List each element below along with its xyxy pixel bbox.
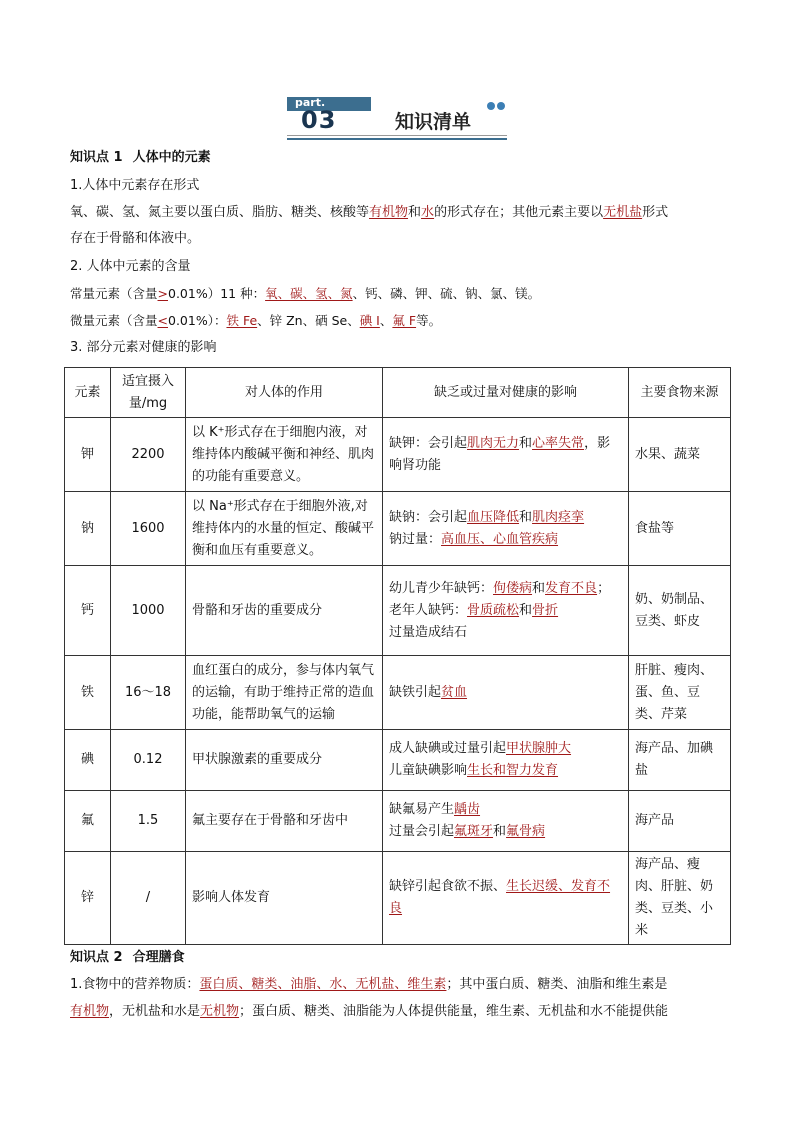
element-cell: 钾 [65, 418, 111, 492]
role-cell: 以 K⁺形式存在于细胞内液，对维持体内酸碱平衡和神经、肌肉的功能有重要意义。 [186, 418, 383, 492]
food-source-cell: 奶、奶制品、豆类、虾皮 [629, 566, 731, 656]
effect-line: 缺锌引起食欲不振、生长迟缓、发育不良 [389, 879, 611, 916]
table-row [65, 418, 731, 492]
item1-title: 1.人体中元素存在形式 [70, 178, 200, 193]
effect-line: 缺氟易产生龋齿 [389, 802, 481, 817]
food-source-cell: 肝脏、瘦肉、蛋、鱼、豆类、芹菜 [629, 656, 731, 730]
item2-line1: 常量元素（含量>0.01%）11 种：氧、碳、氢、氮、钙、磷、钾、硫、钠、氯、镁。 [70, 286, 541, 301]
amount-cell: 1600 [111, 492, 186, 566]
decorative-dots-icon [487, 95, 507, 114]
effect-cell [383, 852, 629, 945]
column-header: 主要食物来源 [629, 368, 731, 418]
item1-line1: 氧、碳、氢、氮主要以蛋白质、脂肪、糖类、核酸等有机物和水的形式存在；其他元素主要以无机盐形式 [70, 205, 669, 220]
column-header: 元素 [65, 368, 111, 418]
role-cell: 骨骼和牙齿的重要成分 [186, 566, 383, 656]
section-header [287, 95, 507, 139]
part-badge [287, 97, 371, 133]
effect-line: 缺钾：会引起肌肉无力和心率失常，影响肾功能 [389, 435, 611, 473]
food-source-cell: 海产品 [629, 791, 731, 852]
amount-cell: 16～18 [111, 656, 186, 730]
section2-line2: 有机物，无机盐和水是无机物；蛋白质、糖类、油脂能为人体提供能量，维生素、无机盐和水不能提供能 [70, 1004, 669, 1019]
effect-line: 老年人缺钙：骨质疏松和骨折 [389, 602, 559, 618]
part-label: part. [295, 96, 326, 109]
food-source-cell: 水果、蔬菜 [629, 418, 731, 492]
amount-cell: 2200 [111, 418, 186, 492]
food-source-cell: 食盐等 [629, 492, 731, 566]
effect-line: 缺铁引起贫血 [389, 684, 468, 700]
item1-line2: 存在于骨骼和体液中。 [70, 231, 201, 246]
element-cell: 碘 [65, 730, 111, 791]
table-row [65, 791, 731, 852]
item3-title: 3. 部分元素对健康的影响 [70, 340, 217, 355]
column-header: 适宜摄入量/mg [111, 368, 186, 418]
effect-cell [383, 418, 629, 492]
effect-line: 成人缺碘或过量引起甲状腺肿大 [389, 741, 572, 756]
effect-line: 过量会引起氟斑牙和氟骨病 [389, 824, 546, 839]
table-body [65, 418, 731, 945]
element-cell: 钙 [65, 566, 111, 656]
table-row [65, 656, 731, 730]
effect-line: 缺钠：会引起血压降低和肌肉痉挛 [389, 509, 585, 525]
column-header: 对人体的作用 [186, 368, 383, 418]
page-title: 知识清单 [395, 111, 472, 133]
part-number: 03 [301, 106, 337, 134]
element-cell: 钠 [65, 492, 111, 566]
role-cell: 氟主要存在于骨骼和牙齿中 [186, 791, 383, 852]
amount-cell: 1.5 [111, 791, 186, 852]
food-source-cell: 海产品、瘦肉、肝脏、奶类、豆类、小米 [629, 852, 731, 945]
effect-cell [383, 791, 629, 852]
effect-cell [383, 566, 629, 656]
table-row [65, 852, 731, 945]
amount-cell: / [111, 852, 186, 945]
table-header-row [65, 368, 731, 418]
table-row [65, 730, 731, 791]
element-cell: 铁 [65, 656, 111, 730]
column-header: 缺乏或过量对健康的影响 [383, 368, 629, 418]
knowledge-point-1-heading: 知识点 1 人体中的元素 [70, 150, 211, 165]
role-cell: 影响人体发育 [186, 852, 383, 945]
table-row [65, 492, 731, 566]
table-row [65, 566, 731, 656]
effect-line: 幼儿青少年缺钙：佝偻病和发育不良； [389, 580, 611, 596]
food-source-cell: 海产品、加碘盐 [629, 730, 731, 791]
amount-cell: 1000 [111, 566, 186, 656]
effect-line: 儿童缺碘影响生长和智力发育 [389, 763, 559, 778]
effect-cell [383, 656, 629, 730]
amount-cell: 0.12 [111, 730, 186, 791]
effect-line: 过量造成结石 [389, 624, 468, 640]
knowledge-point-2-heading: 知识点 2 合理膳食 [70, 950, 185, 965]
element-cell: 锌 [65, 852, 111, 945]
item2-line2: 微量元素（含量<0.01%）：铁 Fe、锌 Zn、硒 Se、碘 I、氟 F等。 [70, 313, 442, 328]
section2-line1: 1.食物中的营养物质：蛋白质、糖类、油脂、水、无机盐、维生素；其中蛋白质、糖类、油脂和维生素是 [70, 977, 668, 992]
role-cell: 以 Na⁺形式存在于细胞外液,对维持体内的水量的恒定、酸碱平衡和血压有重要意义。 [186, 492, 383, 566]
item2-title: 2. 人体中元素的含量 [70, 259, 191, 274]
effect-cell [383, 492, 629, 566]
role-cell: 血红蛋白的成分，参与体内氧气的运输，有助于维持正常的造血功能，能帮助氧气的运输 [186, 656, 383, 730]
effect-line: 钠过量：高血压、心血管疾病 [389, 531, 559, 547]
element-health-table [64, 367, 731, 945]
role-cell: 甲状腺激素的重要成分 [186, 730, 383, 791]
effect-cell [383, 730, 629, 791]
element-cell: 氟 [65, 791, 111, 852]
